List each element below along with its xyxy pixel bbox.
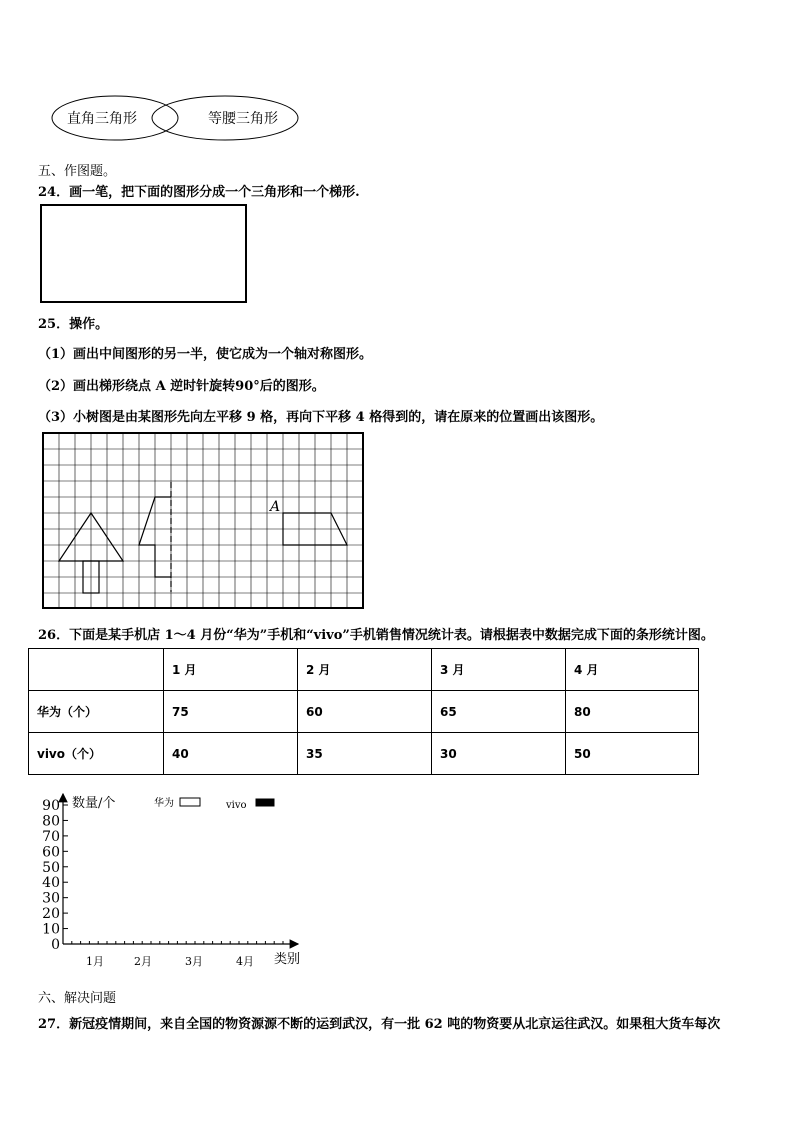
- table-cell: 35: [298, 733, 432, 775]
- q24-rectangle: [40, 204, 247, 303]
- y-tick-label: 40: [42, 875, 60, 892]
- grid-lines: [43, 433, 363, 609]
- sales-table: [28, 648, 699, 775]
- legend-swatch-huawei: [180, 798, 200, 806]
- x-category-label: 2月: [134, 955, 152, 968]
- x-axis-label: 类别: [274, 952, 301, 967]
- y-tick-label: 0: [51, 937, 60, 953]
- header-cell: 4 月: [566, 649, 699, 691]
- q25-grid-figure: [42, 432, 366, 610]
- table-cell: 40: [164, 733, 298, 775]
- venn-right-label: 等腰三角形: [208, 111, 278, 127]
- section6-heading: 六、解决问题: [38, 991, 117, 1006]
- table-cell: 30: [432, 733, 566, 775]
- header-cell: 2 月: [298, 649, 432, 691]
- y-axis-label: 数量/个: [72, 796, 116, 811]
- q25-title: 25．操作。: [38, 317, 109, 332]
- y-tick-label: 70: [42, 828, 60, 845]
- legend-swatch-vivo: [256, 799, 274, 806]
- y-tick-label: 60: [42, 844, 60, 861]
- point-a-label: A: [270, 499, 281, 515]
- bar-chart: [30, 788, 320, 973]
- y-tick-label: 50: [42, 859, 60, 876]
- legend-label-huawei: 华为: [154, 798, 174, 809]
- table-row: [29, 733, 699, 775]
- table-cell: 50: [566, 733, 699, 775]
- q24-text: 24．画一笔，把下面的图形分成一个三角形和一个梯形.: [38, 185, 360, 200]
- q27-text: 27．新冠疫情期间，来自全国的物资源源不断的运到武汉，有一批 62 吨的物资要从北京运往武汉。如果租大货车每次: [38, 1017, 721, 1032]
- table-cell: 75: [164, 691, 298, 733]
- header-cell: [29, 649, 164, 691]
- table-cell: 60: [298, 691, 432, 733]
- x-category-label: 1月: [86, 955, 104, 968]
- table-row: [29, 691, 699, 733]
- row-label: 华为（个）: [29, 691, 164, 733]
- venn-left-label: 直角三角形: [67, 111, 137, 127]
- y-tick-label: 80: [42, 813, 60, 830]
- row-label: vivo（个）: [29, 733, 164, 775]
- header-cell: 3 月: [432, 649, 566, 691]
- q26-text: 26．下面是某手机店 1～4 月份“华为”手机和“vivo”手机销售情况统计表。请根据表中数据完成下面的条形统计图。: [38, 628, 714, 643]
- x-category-label: 3月: [185, 955, 203, 968]
- q25-part3: （3）小树图是由某图形先向左平移 9 格，再向下平移 4 格得到的，请在原来的位置画出该图形。: [38, 410, 604, 425]
- header-cell: 1 月: [164, 649, 298, 691]
- table-header-row: [29, 649, 699, 691]
- y-tick-label: 10: [42, 921, 60, 938]
- q25-part2: （2）画出梯形绕点 A 逆时针旋转90°后的图形。: [38, 379, 325, 394]
- x-labels: [86, 955, 254, 968]
- y-tick-label: 90: [42, 798, 60, 814]
- x-category-label: 4月: [236, 955, 254, 968]
- y-tick-label: 20: [42, 906, 60, 923]
- y-tick-label: 30: [42, 890, 60, 907]
- y-ticks: [42, 798, 68, 953]
- q25-part1: （1）画出中间图形的另一半，使它成为一个轴对称图形。: [38, 347, 373, 362]
- table-cell: 80: [566, 691, 699, 733]
- section5-heading: 五、作图题。: [38, 164, 117, 179]
- legend-label-vivo: vivo: [226, 800, 247, 811]
- table-cell: 65: [432, 691, 566, 733]
